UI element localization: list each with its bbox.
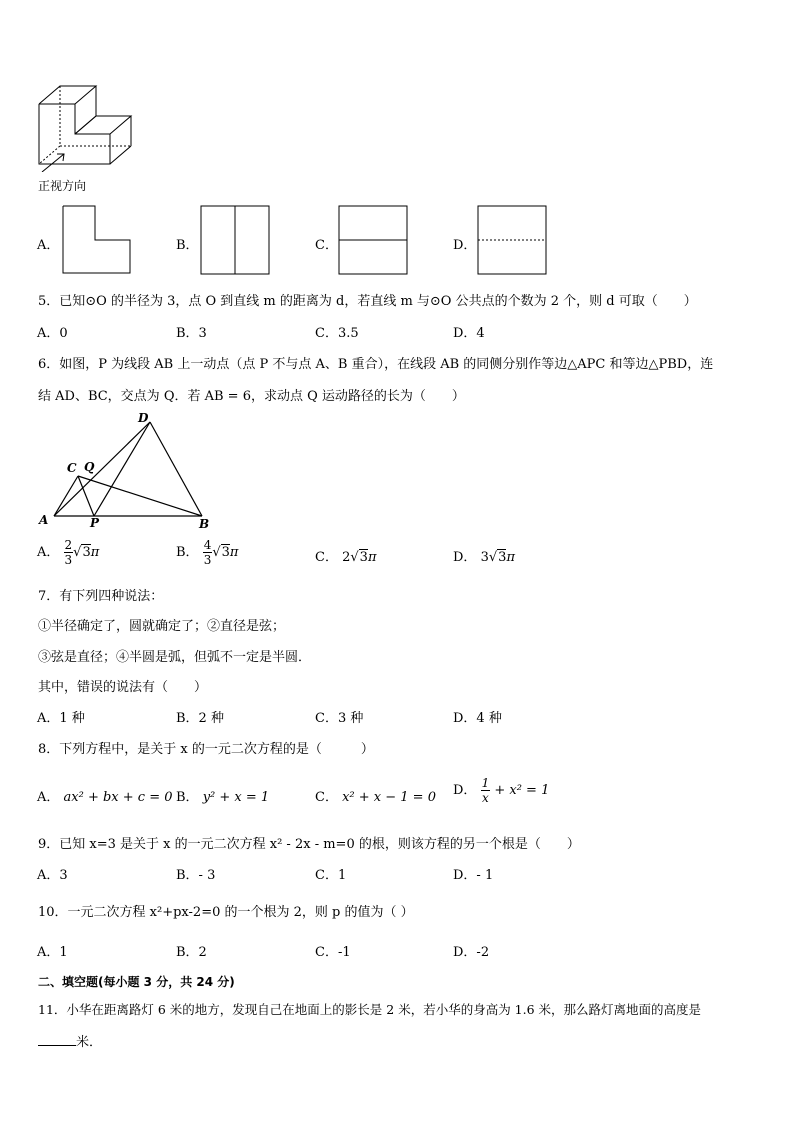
q11-question-line1: 11．小华在距离路灯 6 米的地方，发现自己在地面上的影长是 2 米，若小华的身高为 1.6 米，那么路灯离地面的高度是: [38, 1002, 702, 1017]
q6-triangle-figure: [36, 410, 216, 532]
q9-option-d[interactable]: D．- 1: [453, 868, 494, 883]
q6-option-b-denominator: 3: [203, 553, 212, 567]
q4-option-c-figure: [338, 205, 409, 276]
q6-option-a-radicand: 3: [82, 545, 91, 560]
q7-option-b[interactable]: B．2 种: [176, 711, 224, 726]
q8-option-a-label: A．: [37, 790, 60, 805]
q6-option-c[interactable]: C． 2√3π: [315, 550, 377, 565]
q7-statement-line2: ③弦是直径；④半圆是弧，但弧不一定是半圆．: [38, 650, 312, 665]
q4-option-d-figure: [477, 205, 548, 276]
q4-option-b-figure: [200, 205, 271, 276]
q6-question-line2: 结 AD、BC，交点为 Q．若 AB = 6，求动点 Q 运动路径的长为（ ）: [38, 389, 465, 404]
q9-option-c[interactable]: C．1: [315, 868, 347, 883]
q8-question-text: 8．下列方程中，是关于 x 的一元二次方程的是（ ）: [38, 742, 374, 757]
q6-option-c-pi: π: [367, 550, 377, 565]
q8-option-b[interactable]: [176, 786, 269, 805]
q6-option-a[interactable]: A． $\frac{2}{3}$ √3π: [37, 538, 100, 567]
q4-solid-figure: [34, 82, 144, 172]
q11-unit: 米．: [76, 1035, 103, 1050]
q6-label-q: Q: [84, 460, 95, 474]
q6-option-a-denominator: 3: [64, 553, 73, 567]
q8-option-c-label: C．: [315, 790, 338, 805]
q4-option-b-label[interactable]: B．: [176, 238, 199, 253]
q6-label-c: C: [67, 461, 77, 475]
q6-option-b[interactable]: B． $\frac{4}{3}$ √3π: [176, 538, 239, 567]
q8-option-c[interactable]: [315, 786, 436, 805]
q6-option-a-numerator: 2: [64, 538, 73, 552]
q8-option-d-label: D．: [453, 783, 477, 798]
q5-option-a[interactable]: A．0: [37, 326, 68, 341]
q7-option-d[interactable]: D．4 种: [453, 711, 502, 726]
q6-option-b-pi: π: [229, 545, 239, 560]
q6-option-d-label: D．: [453, 550, 477, 565]
q6-option-c-radicand: 3: [359, 550, 368, 565]
q4-option-d-label[interactable]: D．: [453, 238, 477, 253]
q6-option-b-numerator: 4: [203, 538, 212, 552]
q6-option-d[interactable]: D． 3√3π: [453, 550, 515, 565]
q8-option-b-expr: y² + x = 1: [202, 790, 270, 805]
q6-option-a-fraction: [64, 538, 74, 567]
q5-question-text: 5．已知⊙O 的半径为 3，点 O 到直线 m 的距离为 d，若直线 m 与⊙O 公共点的个数为 2 个，则 d 可取（ ）: [38, 294, 697, 309]
q6-option-d-coef: 3: [480, 550, 489, 565]
q6-label-p: P: [90, 516, 100, 530]
q6-label-b: B: [199, 517, 210, 531]
q7-option-c[interactable]: C．3 种: [315, 711, 364, 726]
q4-option-c-label[interactable]: C．: [315, 238, 338, 253]
q4-figure-caption: 正视方向: [38, 179, 87, 193]
q5-option-b[interactable]: B．3: [176, 326, 207, 341]
q4-option-a-figure: [62, 205, 132, 275]
q8-option-d-numerator: 1: [481, 776, 490, 790]
q11-answer-blank[interactable]: [38, 1033, 76, 1046]
q7-option-a[interactable]: A．1 种: [37, 711, 85, 726]
q6-option-d-pi: π: [506, 550, 515, 565]
q6-option-c-label: C．: [315, 550, 338, 565]
q4-option-a-label[interactable]: A．: [37, 238, 60, 253]
q6-option-b-fraction: [203, 538, 213, 567]
q6-option-d-radicand: 3: [498, 550, 507, 565]
q8-option-d[interactable]: [453, 776, 549, 805]
q10-option-a[interactable]: A．1: [37, 945, 68, 960]
q6-label-d: D: [138, 411, 149, 425]
q8-option-a[interactable]: [37, 786, 173, 805]
q8-option-d-denominator: x: [482, 791, 489, 805]
q10-question-text: 10．一元二次方程 x²+px-2=0 的一个根为 2，则 p 的值为（ ）: [38, 905, 414, 920]
q10-option-b[interactable]: B．2: [176, 945, 207, 960]
q6-option-b-radicand: 3: [221, 545, 230, 560]
q8-option-d-fraction: [481, 776, 491, 805]
q8-option-b-label: B．: [176, 790, 199, 805]
q6-option-a-pi: π: [90, 545, 100, 560]
section-fill-in-title: 二、填空题(每小题 3 分，共 24 分): [38, 975, 235, 989]
q8-option-d-rest: + x² = 1: [494, 783, 550, 798]
q5-option-c[interactable]: C．3.5: [315, 326, 359, 341]
q9-option-a[interactable]: A．3: [37, 868, 68, 883]
q8-option-c-expr: x² + x − 1 = 0: [342, 790, 436, 805]
q6-option-c-coef: 2: [342, 550, 351, 565]
q6-option-a-label: A．: [37, 545, 60, 560]
q6-label-a: A: [39, 513, 49, 527]
q6-question-line1: 6．如图，P 为线段 AB 上一动点（点 P 不与点 A、B 重合），在线段 AB 的同侧分别作等边△APC 和等边△PBD，连: [38, 357, 714, 372]
q7-statement-line1: ①半径确定了，圆就确定了；②直径是弦；: [38, 619, 286, 634]
q6-option-b-label: B．: [176, 545, 199, 560]
q11-question-line2: [38, 1031, 102, 1050]
q10-option-c[interactable]: C．-1: [315, 945, 351, 960]
q9-option-b[interactable]: B．- 3: [176, 868, 216, 883]
q7-question-text: 7．有下列四种说法：: [38, 589, 164, 604]
q8-option-a-expr: ax² + bx + c = 0: [63, 790, 173, 805]
q5-option-d[interactable]: D．4: [453, 326, 485, 341]
q10-option-d[interactable]: D．-2: [453, 945, 490, 960]
q7-question-prompt: 其中，错误的说法有（ ）: [38, 680, 208, 695]
q9-question-text: 9．已知 x=3 是关于 x 的一元二次方程 x² - 2x - m=0 的根，则该方程的另一个根是（ ）: [38, 837, 580, 852]
